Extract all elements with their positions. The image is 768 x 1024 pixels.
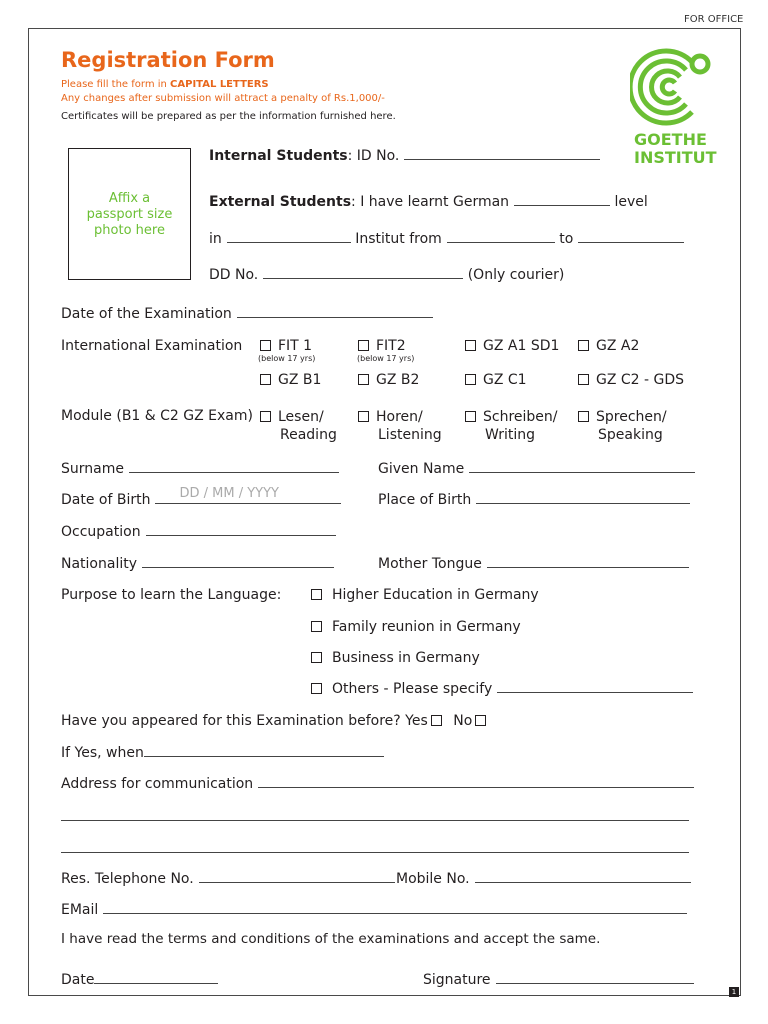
checkbox[interactable]: [260, 411, 271, 422]
intl-exam-label: International Examination: [61, 338, 243, 354]
mother-tongue-field[interactable]: [487, 556, 689, 568]
address-field[interactable]: [258, 776, 694, 788]
option-gz-a2[interactable]: GZ A2: [578, 338, 639, 354]
surname-field[interactable]: [129, 461, 339, 473]
exam-date-row: Date of the Examination: [61, 306, 433, 322]
goethe-logo-icon: [630, 44, 718, 130]
checkbox[interactable]: [311, 652, 322, 663]
checkbox[interactable]: [578, 340, 589, 351]
address-line-3[interactable]: [61, 852, 689, 853]
option-gz-b2[interactable]: GZ B2: [358, 372, 419, 388]
occupation-field[interactable]: [146, 524, 336, 536]
logo-text: GOETHE INSTITUT: [634, 130, 717, 167]
address-line-2[interactable]: [61, 820, 689, 821]
signature-row: Signature: [423, 972, 694, 988]
if-yes-field[interactable]: [144, 745, 384, 757]
purpose-higher-education[interactable]: Higher Education in Germany: [311, 587, 539, 603]
module-horen[interactable]: Horen/ Listening: [358, 408, 442, 444]
checkbox[interactable]: [578, 374, 589, 385]
occupation-row: Occupation: [61, 524, 336, 540]
internal-students: Internal Students: ID No.: [209, 148, 600, 164]
module-sprechen[interactable]: Sprechen/ Speaking: [578, 408, 667, 444]
institut-row: in Institut from to: [209, 231, 684, 247]
certificate-note: Certificates will be prepared as per the information furnished here.: [61, 111, 396, 122]
dd-no-field[interactable]: [263, 267, 463, 279]
page-number: 1: [729, 987, 739, 997]
if-yes-row: If Yes, when: [61, 745, 384, 761]
signature-field[interactable]: [496, 972, 694, 984]
below17-note: (below 17 yrs): [357, 354, 415, 363]
checkbox[interactable]: [311, 589, 322, 600]
res-tel-row: Res. Telephone No.: [61, 871, 395, 887]
address-row: Address for communication: [61, 776, 694, 792]
purpose-business[interactable]: Business in Germany: [311, 650, 480, 666]
others-specify-field[interactable]: [497, 681, 693, 693]
to-field[interactable]: [578, 231, 684, 243]
checkbox[interactable]: [260, 374, 271, 385]
institut-field[interactable]: [227, 231, 351, 243]
option-fit2[interactable]: FIT2: [358, 338, 406, 354]
id-no-field[interactable]: [404, 148, 600, 160]
email-row: EMail: [61, 902, 687, 918]
penalty-note: Any changes after submission will attract a penalty of Rs.1,000/-: [61, 93, 385, 104]
surname-row: Surname: [61, 461, 339, 477]
email-field[interactable]: [103, 902, 687, 914]
checkbox[interactable]: [358, 340, 369, 351]
appeared-row: Have you appeared for this Examination before? Yes No: [61, 713, 493, 729]
dd-row: DD No. (Only courier): [209, 267, 565, 283]
date-row: Date: [61, 972, 218, 988]
purpose-others[interactable]: Others - Please specify: [311, 681, 693, 697]
dob-field[interactable]: [155, 486, 341, 504]
nationality-field[interactable]: [142, 556, 334, 568]
exam-date-field[interactable]: [237, 306, 433, 318]
place-of-birth-row: Place of Birth: [378, 492, 690, 508]
module-lesen[interactable]: Lesen/ Reading: [260, 408, 337, 444]
res-tel-field[interactable]: [199, 871, 395, 883]
checkbox[interactable]: [358, 374, 369, 385]
checkbox[interactable]: [311, 621, 322, 632]
external-students: External Students: I have learnt German level: [209, 194, 648, 210]
mobile-row: Mobile No.: [396, 871, 691, 887]
option-gz-a1[interactable]: GZ A1 SD1: [465, 338, 559, 354]
capital-note: Please fill the form in CAPITAL LETTERS: [61, 79, 269, 90]
purpose-family-reunion[interactable]: Family reunion in Germany: [311, 619, 521, 635]
place-of-birth-field[interactable]: [476, 492, 690, 504]
dob-row: Date of Birth DD / MM / YYYY: [61, 492, 341, 508]
option-gz-b1[interactable]: GZ B1: [260, 372, 321, 388]
german-level-field[interactable]: [514, 194, 610, 206]
no-checkbox[interactable]: [475, 715, 486, 726]
given-name-row: Given Name: [378, 461, 695, 477]
checkbox[interactable]: [358, 411, 369, 422]
purpose-label: Purpose to learn the Language:: [61, 587, 282, 603]
yes-checkbox[interactable]: [431, 715, 442, 726]
for-office-label: FOR OFFICE: [684, 14, 744, 25]
dob-placeholder: DD / MM / YYYY: [179, 486, 279, 501]
module-schreiben[interactable]: Schreiben/ Writing: [465, 408, 558, 444]
nationality-row: Nationality: [61, 556, 334, 572]
mobile-field[interactable]: [475, 871, 691, 883]
checkbox[interactable]: [260, 340, 271, 351]
form-title: Registration Form: [61, 48, 275, 72]
module-label: Module (B1 & C2 GZ Exam): [61, 408, 253, 424]
checkbox[interactable]: [465, 411, 476, 422]
checkbox[interactable]: [465, 340, 476, 351]
option-fit1[interactable]: FIT 1: [260, 338, 312, 354]
checkbox[interactable]: [311, 683, 322, 694]
mother-tongue-row: Mother Tongue: [378, 556, 689, 572]
option-gz-c2[interactable]: GZ C2 - GDS: [578, 372, 684, 388]
terms-statement: I have read the terms and conditions of the examinations and accept the same.: [61, 931, 601, 947]
given-name-field[interactable]: [469, 461, 695, 473]
photo-box[interactable]: Affix a passport size photo here: [68, 148, 191, 280]
option-gz-c1[interactable]: GZ C1: [465, 372, 527, 388]
checkbox[interactable]: [465, 374, 476, 385]
from-field[interactable]: [447, 231, 555, 243]
checkbox[interactable]: [578, 411, 589, 422]
below17-note: (below 17 yrs): [258, 354, 316, 363]
date-field[interactable]: [94, 972, 218, 984]
